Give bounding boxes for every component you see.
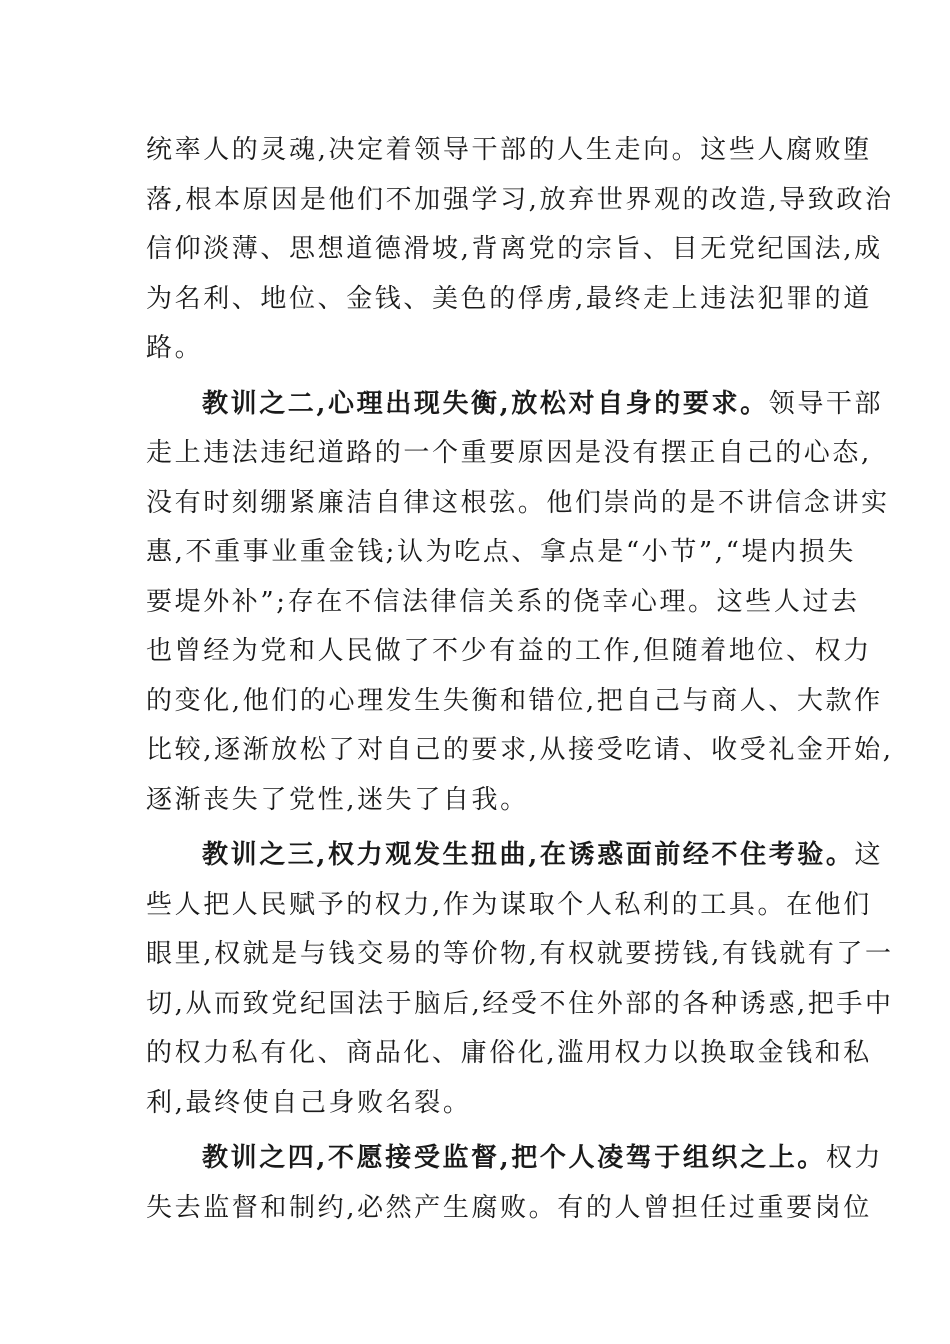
lesson-heading: 教训之四,不愿接受监督,把个人凌驾于组织之上。 (202, 1143, 826, 1173)
lesson-heading: 教训之二,心理出现失衡,放松对自身的要求。 (202, 388, 769, 419)
paragraph-4 (146, 1134, 884, 1233)
text-line: 的变化,他们的心理发生失衡和错位,把自己与商人、大款作 (146, 685, 883, 716)
text-line: 失去监督和制约,必然产生腐败。有的人曾担任过重要岗位 (146, 1192, 872, 1223)
text-line: 比较,逐渐放松了对自己的要求,从接受吃请、收受礼金开始, (146, 735, 894, 765)
text-line: 的权力私有化、商品化、庸俗化,滥用权力以换取金钱和私 (146, 1038, 872, 1068)
text-line: 路。 (146, 333, 204, 363)
text-line: 逐渐丧失了党性,迷失了自我。 (146, 784, 529, 815)
text-span: 这 (854, 840, 884, 870)
text-line: 也曾经为党和人民做了不少有益的工作,但随着地位、权力 (146, 636, 872, 666)
paragraph-first-line (146, 831, 884, 881)
text-line: 信仰淡薄、思想道德滑坡,背离党的宗旨、目无党纪国法,成 (146, 234, 883, 264)
text-span: 权力 (825, 1143, 884, 1173)
text-line: 眼里,权就是与钱交易的等价物,有权就要捞钱,有钱就有了一 (146, 939, 894, 969)
paragraph-first-line (146, 380, 884, 430)
text-line: 为名利、地位、金钱、美色的俘虏,最终走上违法犯罪的道 (146, 283, 872, 314)
paragraph-3 (146, 831, 894, 1128)
text-line: 统率人的灵魂,决定着领导干部的人生走向。这些人腐败堕 (146, 135, 872, 165)
text-line: 惠,不重事业重金钱;认为吃点、拿点是“小节”,“堤内损失 (146, 537, 856, 567)
text-span: 领导干部 (768, 388, 884, 419)
paragraph-2 (146, 380, 894, 826)
lesson-heading: 教训之三,权力观发生扭曲,在诱惑面前经不住考验。 (202, 840, 855, 870)
paragraph-first-line (146, 1134, 884, 1184)
text-line: 切,从而致党纪国法于脑后,经受不住外部的各种诱惑,把手中 (146, 988, 894, 1019)
text-line: 利,最终使自己身败名裂。 (146, 1087, 472, 1118)
text-line: 没有时刻绷紧廉洁自律这根弦。他们崇尚的是不讲信念讲实 (146, 487, 890, 518)
text-line: 走上违法违纪道路的一个重要原因是没有摆正自己的心态, (146, 438, 872, 468)
document-body (146, 126, 894, 1239)
paragraph-1 (146, 126, 894, 374)
text-line: 落,根本原因是他们不加强学习,放弃世界观的改造,导致政治 (146, 184, 894, 215)
text-line: 要堤外补”;存在不信法律信关系的侥幸心理。这些人过去 (146, 586, 860, 617)
text-line: 些人把人民赋予的权力,作为谋取个人私利的工具。在他们 (146, 889, 872, 920)
